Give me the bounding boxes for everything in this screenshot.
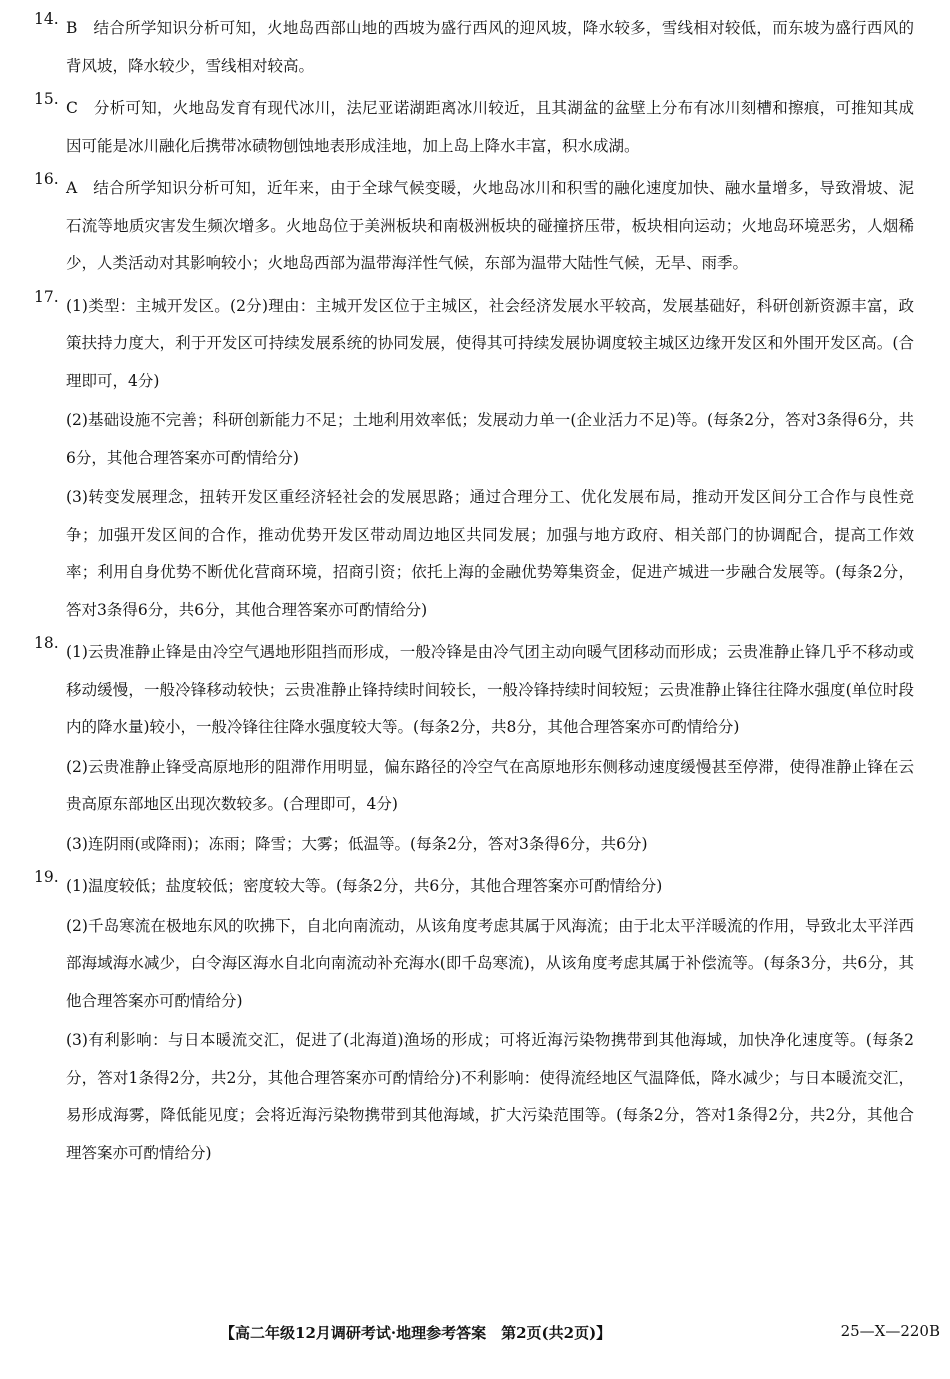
answer-content xyxy=(34,10,914,1177)
answer-subpart-3: (3)连阴雨(或降雨)；冻雨；降雪；大雾；低温等。(每条2分，答对3条得6分，共6分) xyxy=(66,834,648,853)
answer-text: C 分析可知，火地岛发育有现代冰川，法尼亚诺湖距离冰川较近，且其湖盆的盆壁上分布有冰川刻槽和擦痕，可推知其成因可能是冰川融化后携带冰碛物刨蚀地表形成洼地，加上岛上降水丰富，积水成湖。 xyxy=(66,99,914,155)
answer-text: A 结合所学知识分析可知，近年来，由于全球气候变暖，火地岛冰川和积雪的融化速度加快、融水量增多，导致滑坡、泥石流等地质灾害发生频次增多。火地岛位于美洲板块和南极洲板块的碰撞挤压带，板块相向运动；火地岛环境恶劣，人烟稀少，人类活动对其影响较小；火地岛西部为温带海洋性气候，东部为温带大陆性气候，无旱、雨季。 xyxy=(66,179,914,272)
answer-subpart-2: (2)基础设施不完善；科研创新能力不足；土地利用效率低；发展动力单一(企业活力不足)等。(每条2分，答对3条得6分，共6分，其他合理答案亦可酌情给分) xyxy=(66,411,914,467)
item-number: 18. xyxy=(34,634,59,652)
footer-code: 25—X—220B xyxy=(840,1322,940,1340)
item-number: 14. xyxy=(34,10,59,28)
answer-text: B 结合所学知识分析可知，火地岛西部山地的西坡为盛行西风的迎风坡，降水较多，雪线相对较低，而东坡为盛行西风的背风坡，降水较少，雪线相对较高。 xyxy=(66,19,914,75)
item-number: 15. xyxy=(34,90,59,108)
page-footer xyxy=(220,1322,940,1343)
answer-item-16 xyxy=(34,170,914,283)
answer-subpart-2: (2)云贵准静止锋受高原地形的阻滞作用明显，偏东路径的冷空气在高原地形东侧移动速度缓慢甚至停滞，使得准静止锋在云贵高原东部地区出现次数较多。(合理即可，4分) xyxy=(66,757,914,813)
answer-subpart-2: (2)千岛寒流在极地东风的吹拂下，自北向南流动，从该角度考虑其属于风海流；由于北太平洋暖流的作用，导致北太平洋西部海域海水减少，白令海区海水自北向南流动补充海水(即千岛寒流)，从该角度考虑其属于补偿流等。(每条3分，共6分，其他合理答案亦可酌情给分) xyxy=(66,916,914,1010)
item-number: 16. xyxy=(34,170,59,188)
answer-item-17 xyxy=(34,288,914,630)
answer-subpart-3: (3)有利影响：与日本暖流交汇，促进了(北海道)渔场的形成；可将近海污染物携带到其他海域，加快净化速度等。(每条2分，答对1条得2分，共2分，其他合理答案亦可酌情给分)不利影响：使得流经地区气温降低，降水减少；与日本暖流交汇，易形成海雾，降低能见度；会将近海污染物携带到其他海域，扩大污染范围等。(每条2分，答对1条得2分，共2分，其他合理答案亦可酌情给分) xyxy=(66,1031,914,1162)
footer-title: 【高二年级12月调研考试·地理参考答案 第2页(共2页)】 xyxy=(220,1324,612,1342)
answer-item-15 xyxy=(34,90,914,165)
answer-subpart-3: (3)转变发展理念，扭转开发区重经济轻社会的发展思路；通过合理分工、优化发展布局，推动开发区间分工合作与良性竞争；加强开发区间的合作，推动优势开发区带动周边地区共同发展；加强与地方政府、相关部门的协调配合，提高工作效率；利用自身优势不断优化营商环境，招商引资；依托上海的金融优势筹集资金，促进产城进一步融合发展等。(每条2分，答对3条得6分，共6分，其他合理答案亦可酌情给分) xyxy=(66,488,914,619)
answer-item-18 xyxy=(34,634,914,863)
answer-item-19 xyxy=(34,868,914,1172)
item-number: 17. xyxy=(34,287,59,306)
answer-subpart-1: (1)温度较低；盐度较低；密度较大等。(每条2分，共6分，其他合理答案亦可酌情给分) xyxy=(66,877,663,895)
item-number: 19. xyxy=(34,868,59,886)
answer-subpart-1: (1)类型：主城开发区。(2分)理由：主城开发区位于主城区，社会经济发展水平较高，发展基础好，科研创新资源丰富，政策扶持力度大，利于开发区可持续发展系统的协同发展，使得其可持续发展协调度较主城区边缘开发区和外围开发区高。(合理即可，4分) xyxy=(66,296,914,390)
answer-subpart-1: (1)云贵准静止锋是由冷空气遇地形阻挡而形成，一般冷锋是由冷气团主动向暖气团移动而形成；云贵准静止锋几乎不移动或移动缓慢，一般冷锋移动较快；云贵准静止锋持续时间较长，一般冷锋持续时间较短；云贵准静止锋往往降水强度(单位时段内的降水量)较小，一般冷锋往往降水强度较大等。(每条2分，共8分，其他合理答案亦可酌情给分) xyxy=(66,643,914,736)
answer-item-14 xyxy=(34,10,914,85)
